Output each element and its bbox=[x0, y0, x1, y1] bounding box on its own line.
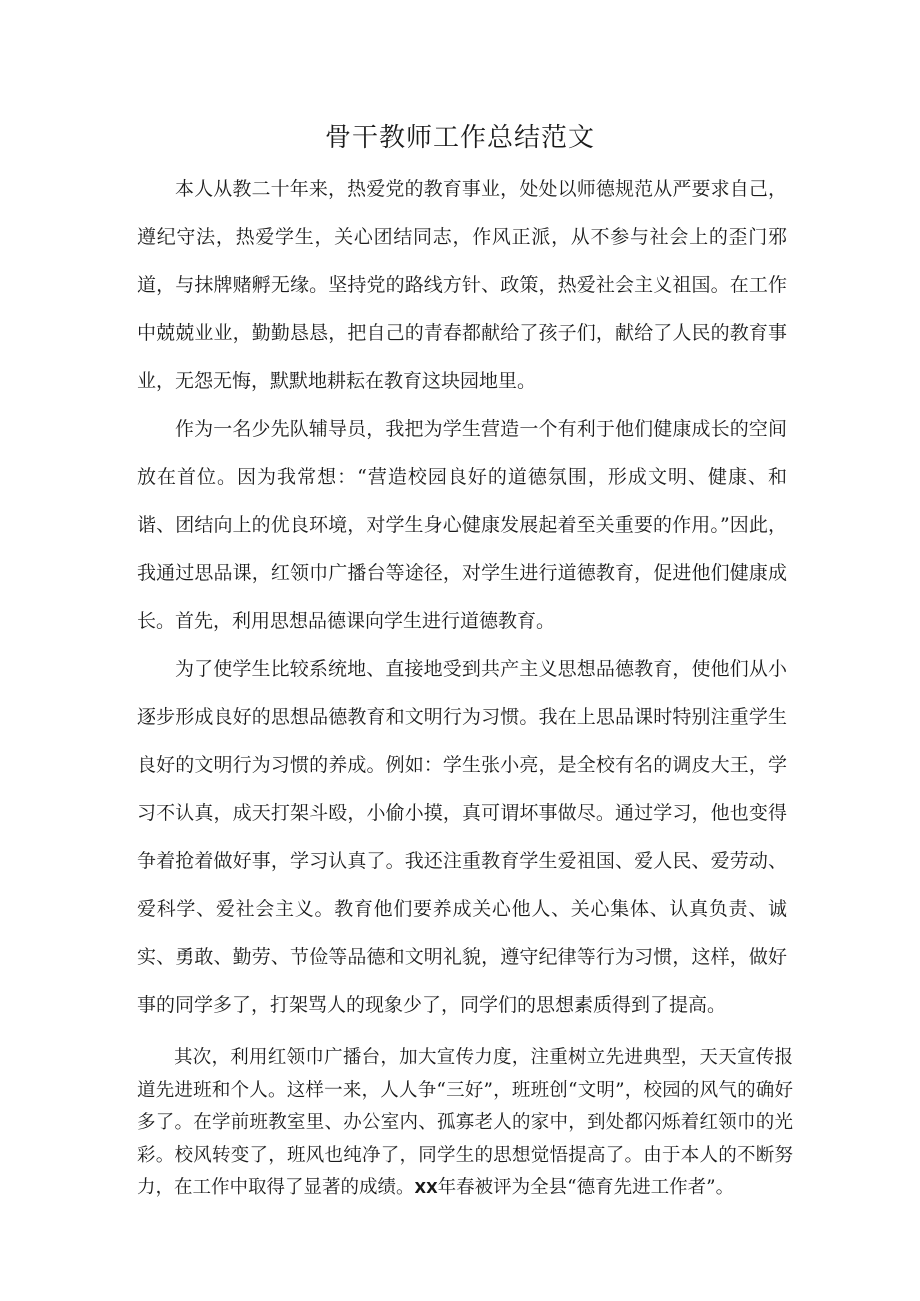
paragraph-counselor: 作为一名少先队辅导员，我把为学生营造一个有利于他们健康成长的空间放在首位。因为我常想：“营造校园良好的道德氛围，形成文明、健康、和谐、团结向上的优良环境，对学生身心健康发展起着至关重要的作用。”因此，我通过思品课，红领巾广播台等途径，对学生进行道德教育，促进他们健康成长。 bbox=[137, 418, 787, 632]
paragraph-second-point-text: 其次，利用红领巾广播台，加大宣传力度，注重树立先进典型，天天宣传报道先进班和个人。这样一来，人人争“三好”，班班创“文明”，校园的风气的确好多了。在学前班教室里、办公室内、孤寡老人的家中，到处都闪烁着红领巾的光彩。校风转变了，班风也纯净了，同学生的思想觉悟提高了。由于本人的不断努力，在工作中取得了显著的成绩。 bbox=[137, 1047, 793, 1198]
paragraph-second-point bbox=[137, 1042, 793, 1205]
paragraph-intro: 本人从教二十年来，热爱党的教育事业，处处以师德规范从严要求自己，遵纪守法，热爱学生，关心团结同志，作风正派，从不参与社会上的歪门邪道，与抹牌赌孵无缘。坚持党的路线方针、政策，热爱社会主义祖国。在工作中兢兢业业，勤勤恳恳，把自己的青春都献给了孩子们，献给了人民的教育事业，无怨无悔，默默地耕耘在教育这块园地里。 bbox=[137, 178, 787, 392]
paragraph-second-point-end: 年春被评为全县“德育先进工作者”。 bbox=[437, 1177, 735, 1198]
document-title: 骨干教师工作总结范文 bbox=[324, 123, 595, 153]
paragraph-first-point: 首先，利用思想品德课向学生进行道德教育。 bbox=[175, 610, 556, 632]
paragraph-moral-education: 为了使学生比较系统地、直接地受到共产主义思想品德教育，使他们从小逐步形成良好的思想品德教育和文明行为习惯。我在上思品课时特别注重学生良好的文明行为习惯的养成。例如：学生张小亮，是全校有名的调皮大王，学习不认真，成天打架斗殴，小偷小摸，真可谓坏事做尽。通过学习，他也变得争着抢着做好事，学习认真了。我还注重教育学生爱祖国、爱人民、爱劳动、爱科学、爱社会主义。教育他们要养成关心他人、关心集体、认真负责、诚实、勇敢、勤劳、节俭等品德和文明礼貌，遵守纪律等行为习惯，这样，做好事的同学多了，打架骂人的现象少了，同学们的思想素质得到了提高。 bbox=[137, 658, 787, 1016]
year-placeholder: XX bbox=[414, 1179, 438, 1197]
